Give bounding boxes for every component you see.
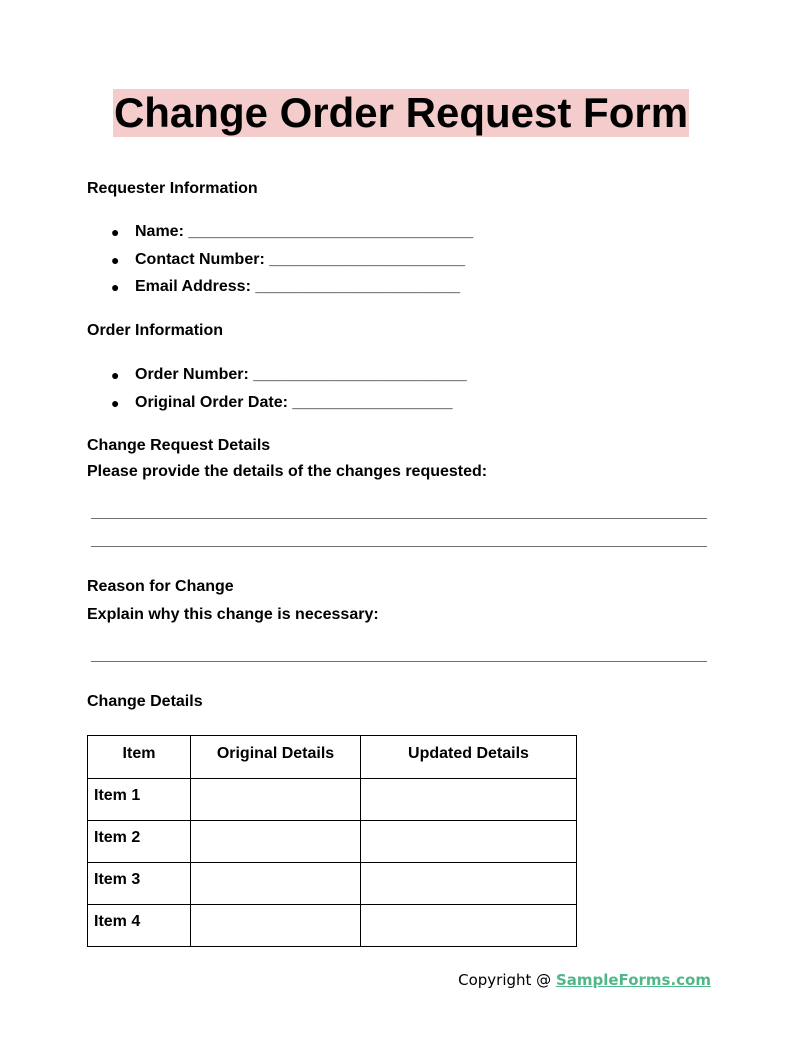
- name-field-label: Name: ________________________________: [135, 223, 474, 240]
- requester-fields-list: [87, 222, 473, 305]
- email-address-field-label: Email Address: _______________________: [135, 278, 460, 295]
- item-cell: Item 1: [88, 779, 191, 821]
- requester-heading: Requester Information: [87, 180, 258, 197]
- column-header-item: Item: [88, 736, 191, 779]
- original-details-cell[interactable]: [191, 863, 361, 905]
- reason-heading: Reason for Change: [87, 578, 234, 595]
- order-heading: Order Information: [87, 322, 224, 339]
- table-row: [88, 863, 577, 905]
- change-request-line-2[interactable]: [91, 546, 707, 547]
- original-details-cell[interactable]: [191, 821, 361, 863]
- contact-number-field[interactable]: [87, 250, 473, 278]
- title-container: [0, 89, 802, 137]
- copyright-prefix: Copyright @: [458, 971, 556, 989]
- item-cell: Item 3: [88, 863, 191, 905]
- name-field[interactable]: [87, 222, 473, 250]
- table-row: [88, 821, 577, 863]
- order-fields-list: [87, 365, 467, 420]
- updated-details-cell[interactable]: [361, 863, 577, 905]
- order-number-field[interactable]: [87, 365, 467, 393]
- change-request-heading: Change Request Details: [87, 437, 271, 454]
- table-row: [88, 779, 577, 821]
- column-header-updated: Updated Details: [361, 736, 577, 779]
- email-address-field[interactable]: [87, 277, 473, 305]
- original-order-date-field-label: Original Order Date: __________________: [135, 393, 453, 411]
- change-request-prompt: Please provide the details of the changes requested:: [87, 463, 488, 480]
- change-details-heading: Change Details: [87, 693, 203, 710]
- updated-details-cell[interactable]: [361, 821, 577, 863]
- table-row: [88, 905, 577, 947]
- contact-number-field-label: Contact Number: ______________________: [135, 250, 465, 268]
- copyright-footer: [458, 970, 711, 990]
- page-title: Change Order Request Form: [113, 89, 689, 136]
- reason-line-1[interactable]: [91, 661, 707, 662]
- item-cell: Item 2: [88, 821, 191, 863]
- bullet-icon: ●: [111, 251, 120, 268]
- bullet-icon: ●: [111, 394, 120, 411]
- updated-details-cell[interactable]: [361, 779, 577, 821]
- reason-prompt: Explain why this change is necessary:: [87, 606, 379, 623]
- order-number-field-label: Order Number: ________________________: [135, 366, 467, 383]
- updated-details-cell[interactable]: [361, 905, 577, 947]
- table-header-row: [88, 736, 577, 779]
- bullet-icon: ●: [111, 279, 120, 295]
- original-details-cell[interactable]: [191, 779, 361, 821]
- original-details-cell[interactable]: [191, 905, 361, 947]
- bullet-icon: ●: [111, 224, 120, 240]
- brand-link[interactable]: SampleForms.com: [555, 971, 711, 989]
- original-order-date-field[interactable]: [87, 393, 467, 421]
- change-request-line-1[interactable]: [91, 518, 707, 519]
- bullet-icon: ●: [111, 367, 120, 383]
- column-header-original: Original Details: [191, 736, 361, 779]
- item-cell: Item 4: [88, 905, 191, 947]
- change-details-table: [87, 735, 577, 947]
